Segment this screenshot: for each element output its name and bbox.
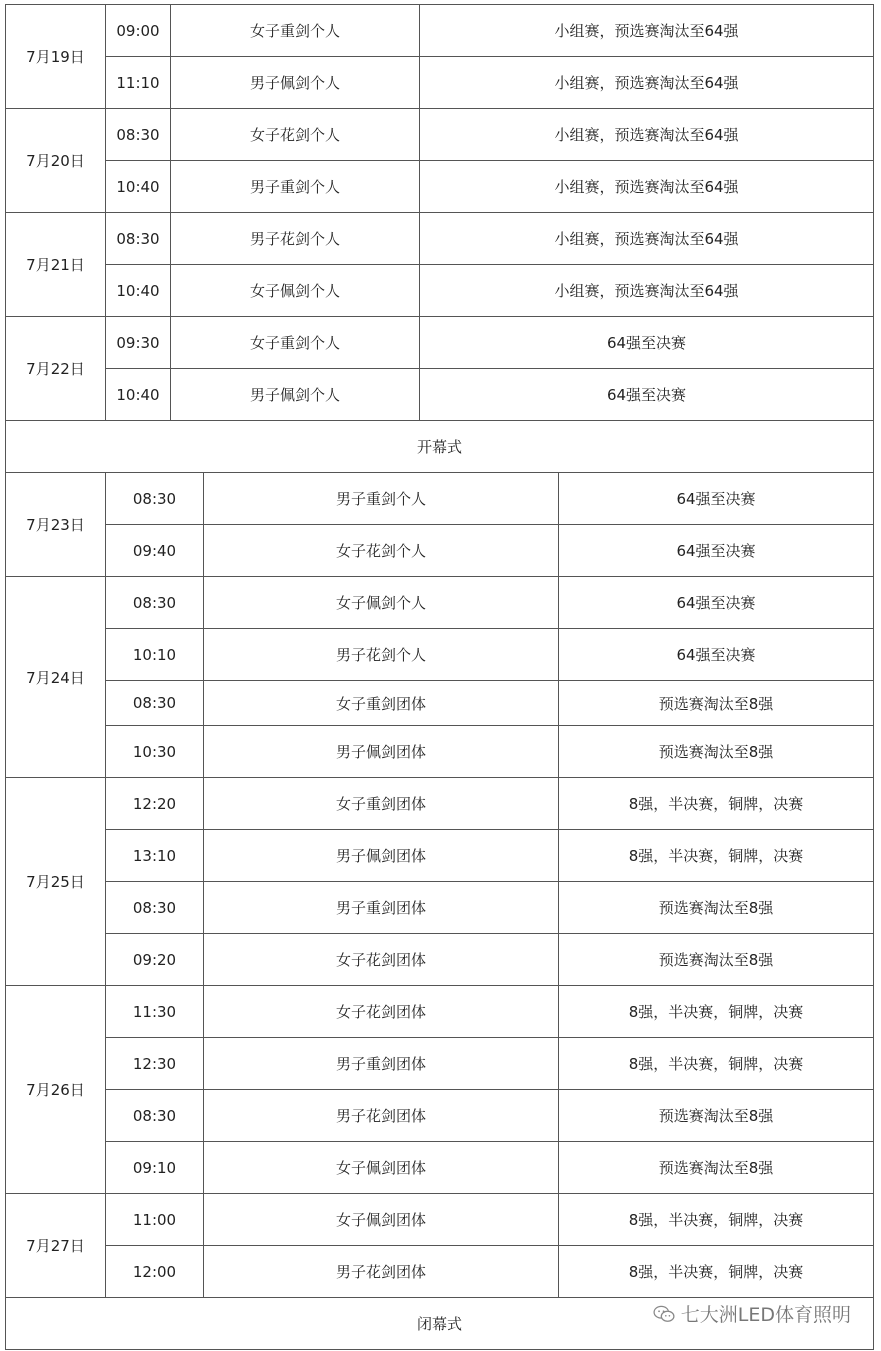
event-cell: 女子重剑团体 <box>204 778 559 830</box>
event-cell: 男子佩剑团体 <box>204 830 559 882</box>
time-cell: 08:30 <box>106 577 204 629</box>
table-row <box>6 629 874 681</box>
time-cell: 08:30 <box>106 213 171 265</box>
time-cell: 08:30 <box>106 1090 204 1142</box>
time-cell: 08:30 <box>106 882 204 934</box>
table-row <box>6 882 874 934</box>
watermark <box>653 1300 851 1327</box>
time-cell: 08:30 <box>106 109 171 161</box>
table-row <box>6 726 874 778</box>
date-cell: 7月26日 <box>6 986 106 1194</box>
opening-ceremony-cell: 开幕式 <box>6 421 874 473</box>
event-cell: 女子重剑个人 <box>171 317 420 369</box>
event-cell: 男子花剑团体 <box>204 1246 559 1298</box>
date-cell: 7月27日 <box>6 1194 106 1298</box>
time-cell: 10:10 <box>106 629 204 681</box>
table-row <box>6 1038 874 1090</box>
time-cell: 11:00 <box>106 1194 204 1246</box>
time-cell: 09:20 <box>106 934 204 986</box>
time-cell: 10:40 <box>106 161 171 213</box>
stage-cell: 8强，半决赛，铜牌，决赛 <box>559 1246 874 1298</box>
time-cell: 09:30 <box>106 317 171 369</box>
event-cell: 男子佩剑个人 <box>171 57 420 109</box>
event-cell: 男子佩剑个人 <box>171 369 420 421</box>
date-cell: 7月23日 <box>6 473 106 577</box>
stage-cell: 预选赛淘汰至8强 <box>559 681 874 726</box>
event-cell: 女子佩剑个人 <box>171 265 420 317</box>
date-cell: 7月19日 <box>6 5 106 109</box>
time-cell: 12:30 <box>106 1038 204 1090</box>
stage-cell: 64强至决赛 <box>559 577 874 629</box>
watermark-text: 七大洲LED体育照明 <box>680 1304 851 1326</box>
event-cell: 女子花剑团体 <box>204 986 559 1038</box>
table-row <box>6 369 874 421</box>
time-cell: 10:40 <box>106 265 171 317</box>
stage-cell: 小组赛，预选赛淘汰至64强 <box>420 265 874 317</box>
stage-cell: 64强至决赛 <box>559 629 874 681</box>
date-cell: 7月22日 <box>6 317 106 421</box>
event-cell: 女子重剑个人 <box>171 5 420 57</box>
table-row <box>6 57 874 109</box>
stage-cell: 小组赛，预选赛淘汰至64强 <box>420 109 874 161</box>
stage-cell: 小组赛，预选赛淘汰至64强 <box>420 5 874 57</box>
event-cell: 男子重剑团体 <box>204 1038 559 1090</box>
date-cell: 7月25日 <box>6 778 106 986</box>
table-row <box>6 830 874 882</box>
event-cell: 女子花剑个人 <box>204 525 559 577</box>
date-cell: 7月21日 <box>6 213 106 317</box>
table-row <box>6 5 874 57</box>
stage-cell: 8强，半决赛，铜牌，决赛 <box>559 986 874 1038</box>
schedule-table-part2 <box>5 472 874 1350</box>
table-row <box>6 681 874 726</box>
stage-cell: 64强至决赛 <box>559 525 874 577</box>
stage-cell: 预选赛淘汰至8强 <box>559 726 874 778</box>
stage-cell: 预选赛淘汰至8强 <box>559 934 874 986</box>
event-cell: 男子花剑个人 <box>171 213 420 265</box>
table-row <box>6 577 874 629</box>
closing-ceremony-cell: 闭幕式 <box>6 1298 874 1350</box>
table-row <box>6 525 874 577</box>
stage-cell: 8强，半决赛，铜牌，决赛 <box>559 1194 874 1246</box>
time-cell: 12:20 <box>106 778 204 830</box>
table-row <box>6 1246 874 1298</box>
date-cell: 7月24日 <box>6 577 106 778</box>
stage-cell: 小组赛，预选赛淘汰至64强 <box>420 57 874 109</box>
stage-cell: 64强至决赛 <box>420 317 874 369</box>
time-cell: 11:30 <box>106 986 204 1038</box>
time-cell: 08:30 <box>106 681 204 726</box>
event-cell: 男子重剑个人 <box>204 473 559 525</box>
table-row <box>6 778 874 830</box>
table-row <box>6 1090 874 1142</box>
event-cell: 男子花剑个人 <box>204 629 559 681</box>
table-row <box>6 986 874 1038</box>
table-row <box>6 1194 874 1246</box>
event-cell: 女子佩剑团体 <box>204 1142 559 1194</box>
table-row <box>6 265 874 317</box>
event-cell: 男子花剑团体 <box>204 1090 559 1142</box>
table-row <box>6 1142 874 1194</box>
time-cell: 09:00 <box>106 5 171 57</box>
stage-cell: 8强，半决赛，铜牌，决赛 <box>559 830 874 882</box>
time-cell: 10:30 <box>106 726 204 778</box>
table-row <box>6 213 874 265</box>
stage-cell: 8强，半决赛，铜牌，决赛 <box>559 1038 874 1090</box>
date-cell: 7月20日 <box>6 109 106 213</box>
event-cell: 男子佩剑团体 <box>204 726 559 778</box>
stage-cell: 预选赛淘汰至8强 <box>559 1142 874 1194</box>
event-cell: 女子佩剑个人 <box>204 577 559 629</box>
stage-cell: 64强至决赛 <box>559 473 874 525</box>
schedule-table-part1 <box>5 4 874 473</box>
stage-cell: 预选赛淘汰至8强 <box>559 882 874 934</box>
event-cell: 男子重剑团体 <box>204 882 559 934</box>
table-row <box>6 109 874 161</box>
time-cell: 11:10 <box>106 57 171 109</box>
stage-cell: 8强，半决赛，铜牌，决赛 <box>559 778 874 830</box>
time-cell: 10:40 <box>106 369 171 421</box>
table-row <box>6 473 874 525</box>
time-cell: 09:10 <box>106 1142 204 1194</box>
time-cell: 08:30 <box>106 473 204 525</box>
stage-cell: 64强至决赛 <box>420 369 874 421</box>
table-row <box>6 317 874 369</box>
event-cell: 女子花剑团体 <box>204 934 559 986</box>
stage-cell: 小组赛，预选赛淘汰至64强 <box>420 161 874 213</box>
table-row <box>6 161 874 213</box>
stage-cell: 预选赛淘汰至8强 <box>559 1090 874 1142</box>
event-cell: 女子佩剑团体 <box>204 1194 559 1246</box>
event-cell: 女子重剑团体 <box>204 681 559 726</box>
time-cell: 09:40 <box>106 525 204 577</box>
event-cell: 男子重剑个人 <box>171 161 420 213</box>
ceremony-row <box>6 421 874 473</box>
time-cell: 12:00 <box>106 1246 204 1298</box>
stage-cell: 小组赛，预选赛淘汰至64强 <box>420 213 874 265</box>
table-row <box>6 934 874 986</box>
wechat-icon <box>653 1305 675 1323</box>
event-cell: 女子花剑个人 <box>171 109 420 161</box>
time-cell: 13:10 <box>106 830 204 882</box>
